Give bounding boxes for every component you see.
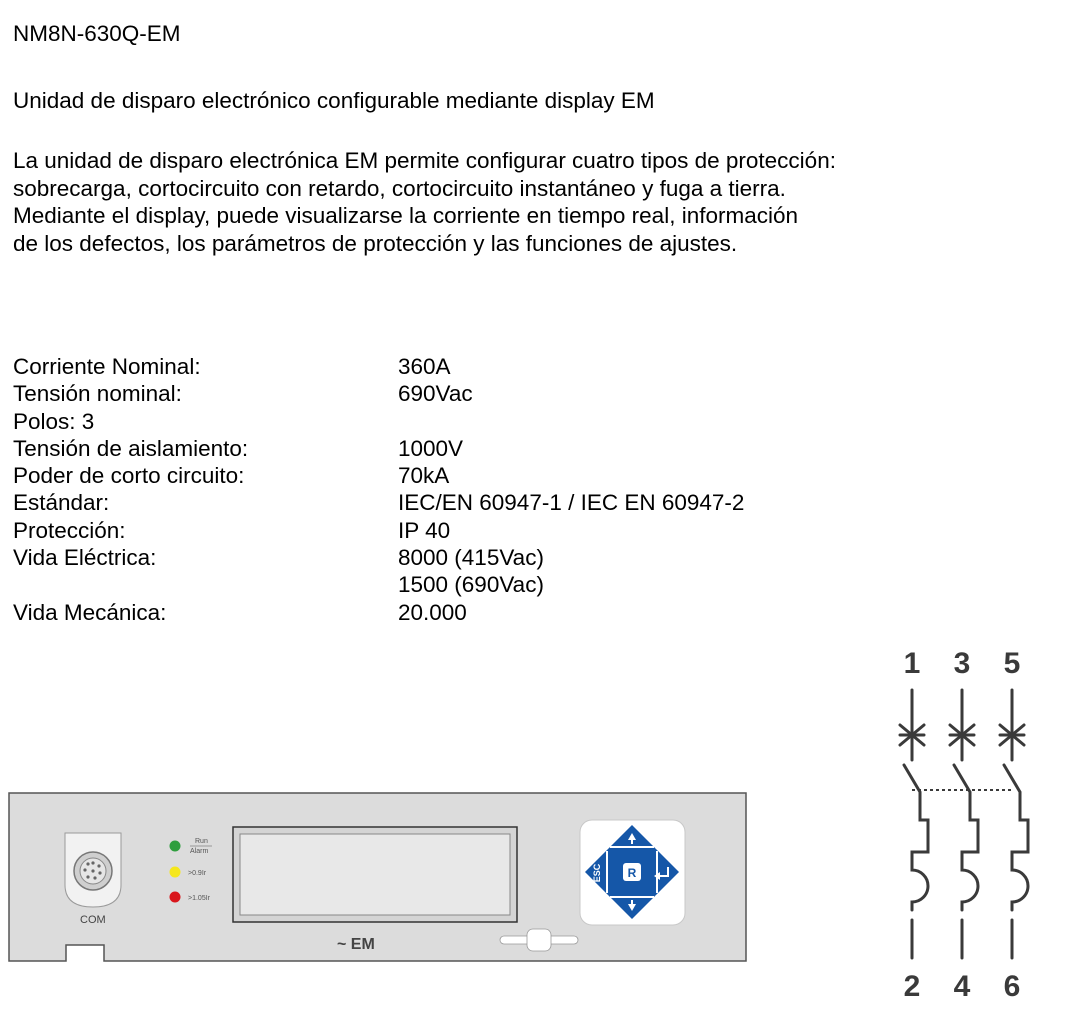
- spec-value: 690Vac: [398, 381, 473, 407]
- spec-value: 1500 (690Vac): [398, 572, 544, 598]
- brand-label: ~ EM: [337, 936, 375, 953]
- terminal-4: 4: [953, 970, 971, 1003]
- description-line: sobrecarga, cortocircuito con retardo, cortocircuito instantáneo y fuga a tierra.: [13, 175, 786, 201]
- led-105-label: >1.05Ir: [188, 895, 210, 902]
- spec-label: Protección:: [13, 517, 126, 543]
- spec-value: 1000V: [398, 435, 464, 461]
- description-line: La unidad de disparo electrónica EM permite configurar cuatro tipos de protección:: [13, 148, 836, 173]
- spec-label: Poder de corto circuito:: [13, 463, 245, 489]
- spec-label: Tensión nominal:: [13, 381, 182, 407]
- spec-value: 360A: [398, 354, 451, 379]
- com-port[interactable]: [65, 833, 121, 907]
- led-overload-09: [170, 867, 181, 878]
- spec-value: IEC/EN 60947-1 / IEC EN 60947-2: [398, 490, 745, 516]
- spec-label: Tensión de aislamiento:: [13, 435, 249, 461]
- trip-unit-front-panel: [0, 785, 760, 985]
- led-09-label: >0.9Ir: [188, 870, 207, 877]
- product-description: [13, 147, 836, 257]
- pole-lines-icon: [900, 690, 1028, 958]
- product-subtitle: Unidad de disparo electrónico configurable mediante display EM: [13, 88, 655, 113]
- spec-label: Estándar:: [13, 490, 110, 516]
- terminal-6: 6: [1003, 970, 1021, 1003]
- led-run-alarm: [170, 841, 181, 852]
- breaker-wiring-diagram: [880, 640, 1040, 1010]
- spec-label: Polos: 3: [13, 408, 95, 434]
- product-title: NM8N-630Q-EM: [13, 21, 181, 46]
- reset-button-label: R: [627, 866, 637, 880]
- description-line: Mediante el display, puede visualizarse la corriente en tiempo real, información: [13, 203, 798, 228]
- spec-label: Vida Eléctrica:: [13, 545, 157, 571]
- led-run-label: Run: [195, 838, 208, 845]
- terminal-3: 3: [953, 647, 971, 680]
- spec-label: Vida Mecánica:: [13, 599, 167, 625]
- description-line: de los defectos, los parámetros de protección y las funciones de ajustes.: [13, 230, 738, 256]
- spec-value: 20.000: [398, 599, 467, 625]
- spec-value: 8000 (415Vac): [398, 545, 544, 571]
- led-alarm-label: Alarm: [190, 848, 209, 855]
- terminal-5: 5: [1003, 647, 1021, 680]
- esc-button[interactable]: ESC: [592, 863, 602, 883]
- led-overload-105: [170, 892, 181, 903]
- terminal-2: 2: [903, 970, 921, 1003]
- spec-label: Corriente Nominal:: [13, 354, 201, 379]
- spec-value: 70kA: [398, 463, 450, 489]
- spec-value: IP 40: [398, 517, 451, 543]
- com-label: COM: [80, 914, 106, 926]
- terminal-1: 1: [903, 647, 921, 680]
